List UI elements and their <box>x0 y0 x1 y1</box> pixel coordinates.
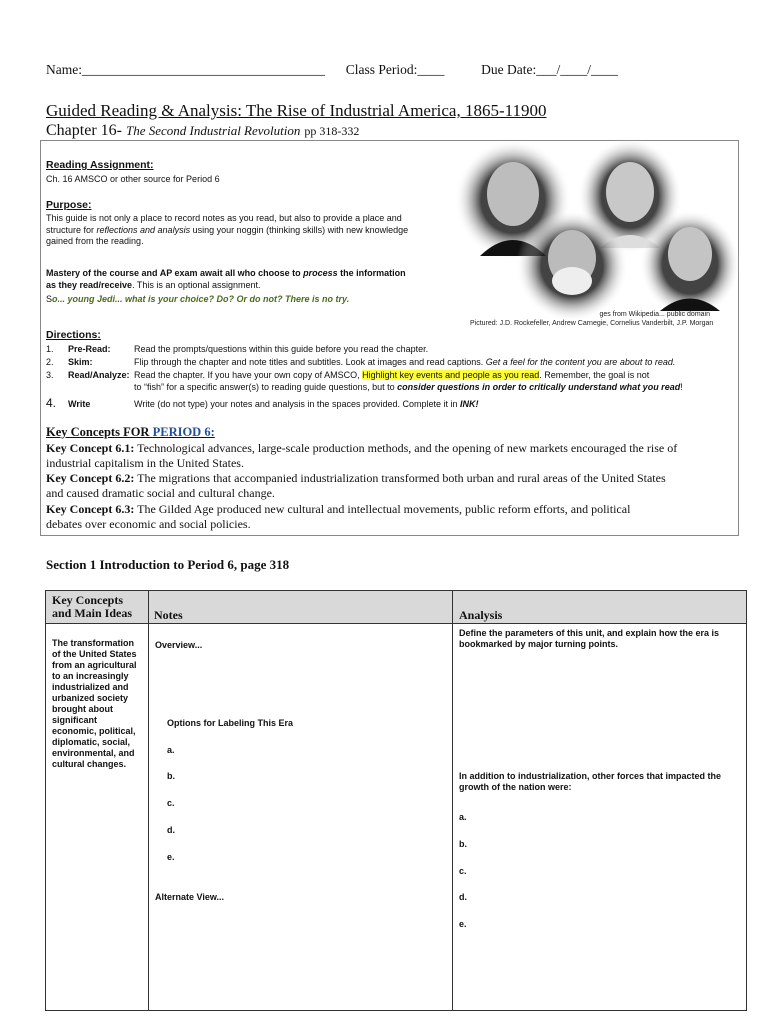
notes-options-label: Options for Labeling This Era <box>167 718 294 728</box>
portraits-caption: ges from Wikipedia... public domain Pictured: J.D. Rockefeller, Andrew Carnegie, Cornelius Vanderbilt, J.P. Morgan <box>470 311 714 327</box>
key-concept-6-2: Key Concept 6.2: The migrations that accompanied industrialization transformed both urban and rural areas of the United States and caused dramatic social and cultural change. <box>46 471 666 500</box>
notes-option-c[interactable]: c. <box>167 798 175 808</box>
main-idea-text: The transformation of the United States from an agricultural to an increasingly industrialized and urbanized society brought about significant economic, political, diplomatic, social, environmental, and cultural changes. <box>52 638 137 769</box>
reading-assignment-label: Reading Assignment: <box>46 159 154 171</box>
direction-item-continued: to “fish” for a specific answer(s) to reading guide questions, but to consider questions in order to critically understand what you read! <box>134 382 683 392</box>
header-analysis: Analysis <box>459 608 503 622</box>
purpose-label: Purpose: <box>46 199 92 211</box>
jedi-quote: So... young Jedi... what is your choice? Do? Or do not? There is no try. <box>46 294 350 304</box>
chapter-number: Chapter 16- <box>46 122 122 139</box>
notes-table <box>45 590 747 1011</box>
direction-item: 3. Read/Analyze: Read the chapter. If you have your own copy of AMSCO, Highlight key events and people as you read. Remember, the goal is not <box>46 370 650 380</box>
directions-label: Directions: <box>46 329 101 341</box>
notes-option-d[interactable]: d. <box>167 825 175 835</box>
key-concepts-title: Key Concepts FOR PERIOD 6: <box>46 425 215 439</box>
analysis-item-b[interactable]: b. <box>459 839 467 849</box>
analysis-item-d[interactable]: d. <box>459 892 467 902</box>
key-concept-6-1: Key Concept 6.1: Technological advances, large-scale production methods, and the opening of new markets encouraged the rise of industrial capitalism in the United States. <box>46 441 678 470</box>
chapter-pages: pp 318-332 <box>304 124 360 138</box>
name-field[interactable]: Name:____________________________________ <box>46 62 325 77</box>
class-period-field[interactable]: Class Period:____ <box>345 62 445 77</box>
notes-option-b[interactable]: b. <box>167 771 175 781</box>
page-title: Guided Reading & Analysis: The Rise of Industrial America, 1865-11900 <box>46 101 547 120</box>
header-notes: Notes <box>154 608 183 622</box>
column-divider <box>452 591 453 1010</box>
chapter-title <box>46 122 359 140</box>
direction-item: 4. Write Write (do not type) your notes and analysis in the spaces provided. Complete it in INK! <box>46 396 479 410</box>
direction-item: 1. Pre-Read: Read the prompts/questions within this guide before you read the chapter. <box>46 344 429 354</box>
section-title: Section 1 Introduction to Period 6, page 318 <box>46 557 290 572</box>
purpose-text: This guide is not only a place to record notes as you read, but also to provide a place and structure for reflections and analysis using your noggin (thinking skills) with new knowledge gained from the reading. <box>46 213 409 246</box>
analysis-item-a[interactable]: a. <box>459 812 467 822</box>
chapter-subtitle: The Second Industrial Revolution <box>125 123 301 138</box>
morgan-portrait <box>640 210 740 318</box>
key-concept-6-3: Key Concept 6.3: The Gilded Age produced new cultural and intellectual movements, public reform efforts, and political debates over economic and social policies. <box>46 502 631 531</box>
notes-option-e[interactable]: e. <box>167 852 175 862</box>
direction-item: 2. Skim: Flip through the chapter and note titles and subtitles. Look at images and read captions. Get a feel for the content you are about to read. <box>46 357 676 367</box>
analysis-question-1: Define the parameters of this unit, and explain how the era is bookmarked by major turning points. <box>459 628 720 649</box>
notes-option-a[interactable]: a. <box>167 745 175 755</box>
robber-barons-portraits <box>450 136 740 326</box>
analysis-item-e[interactable]: e. <box>459 919 467 929</box>
student-header <box>46 62 618 78</box>
header-key-concepts: Key Concepts and Main Ideas <box>52 593 133 620</box>
analysis-question-2: In addition to industrialization, other forces that impacted the growth of the nation were: <box>459 771 722 792</box>
column-divider <box>148 591 149 1010</box>
carnegie-portrait <box>516 210 628 322</box>
mastery-text: Mastery of the course and AP exam await all who choose to process the information as they read/receive. This is an optional assignment. <box>46 268 406 290</box>
notes-alternate-view: Alternate View... <box>155 892 225 902</box>
table-header <box>46 591 746 624</box>
notes-overview: Overview... <box>155 640 203 650</box>
due-date-field[interactable]: Due Date:___/____/____ <box>481 62 618 77</box>
reading-assignment-text: Ch. 16 AMSCO or other source for Period 6 <box>46 174 220 184</box>
highlighted-text: Highlight key events and people as you read <box>362 370 540 380</box>
analysis-item-c[interactable]: c. <box>459 866 467 876</box>
